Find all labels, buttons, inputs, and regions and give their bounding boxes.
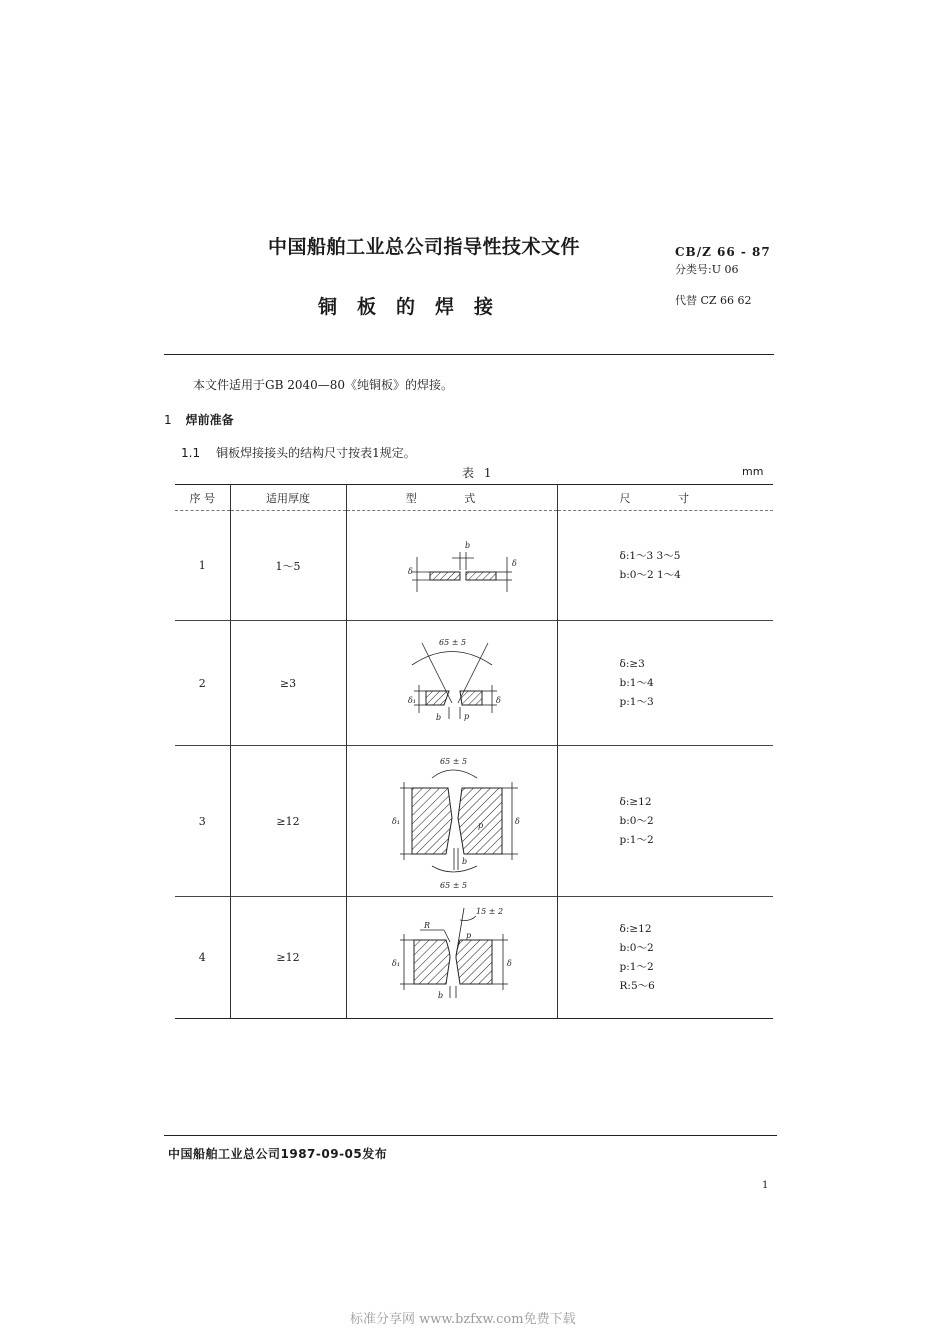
dimension-line: b:1～4 bbox=[619, 676, 654, 689]
section-title: 焊前准备 bbox=[185, 413, 234, 427]
intro-paragraph: 本文件适用于GB 2040—80《纯铜板》的焊接。 bbox=[193, 378, 454, 392]
label-p: p bbox=[465, 931, 471, 940]
row-no: 3 bbox=[175, 746, 230, 897]
label-angle-bottom: 65 ± 5 bbox=[439, 880, 467, 890]
label-R: R bbox=[423, 921, 430, 930]
joint-figure bbox=[346, 897, 557, 1019]
dimension-line: δ:≥12 bbox=[619, 795, 652, 808]
label-delta: δ bbox=[506, 959, 512, 968]
dimension-line: p:1～3 bbox=[619, 695, 654, 708]
label-delta: δ bbox=[495, 695, 501, 705]
row-dimensions bbox=[557, 746, 773, 897]
dimension-line: p:1～2 bbox=[619, 833, 654, 846]
row-no: 4 bbox=[175, 897, 230, 1019]
label-angle: 15 ± 2 bbox=[475, 907, 503, 916]
label-b: b bbox=[464, 541, 470, 550]
joint-dimension-table bbox=[175, 484, 773, 1019]
dimension-line: b:0～2 bbox=[619, 814, 654, 827]
label-delta-right: δ bbox=[511, 559, 517, 568]
table-header-row bbox=[175, 485, 773, 511]
square-butt-joint-diagram bbox=[352, 512, 552, 616]
table-row bbox=[175, 621, 773, 746]
table-row bbox=[175, 746, 773, 897]
page-number: 1 bbox=[762, 1180, 769, 1191]
label-b: b bbox=[461, 856, 467, 866]
section-number: 1 bbox=[164, 413, 172, 427]
publish-line: 中国船舶工业总公司1987-09-05发布 bbox=[168, 1147, 388, 1161]
dimension-line: δ:1～3 3～5 bbox=[619, 549, 681, 562]
dimension-line: δ:≥3 bbox=[619, 657, 645, 670]
label-delta1: δ₁ bbox=[407, 695, 416, 705]
joint-figure bbox=[346, 746, 557, 897]
row-dimensions bbox=[557, 511, 773, 621]
row-no: 2 bbox=[175, 621, 230, 746]
table-caption: 表 1 bbox=[462, 466, 495, 480]
label-angle: 65 ± 5 bbox=[438, 637, 466, 647]
replaces-number: 代替 CZ 66 62 bbox=[675, 294, 752, 307]
dimension-line: p:1～2 bbox=[619, 960, 654, 973]
row-dimensions bbox=[557, 897, 773, 1019]
u-groove-joint-diagram bbox=[352, 898, 552, 1014]
watermark-footer: 标准分享网 www.bzfxw.com免费下载 bbox=[350, 1312, 576, 1327]
row-thickness: 1～5 bbox=[230, 511, 346, 621]
standard-number: CB/Z 66 - 87 bbox=[675, 245, 771, 259]
header-rule bbox=[164, 354, 774, 355]
header-size: 尺 寸 bbox=[557, 485, 773, 511]
table-unit: mm bbox=[742, 465, 764, 478]
joint-figure bbox=[346, 511, 557, 621]
dimension-line: δ:≥12 bbox=[619, 922, 652, 935]
label-delta1: δ₁ bbox=[391, 816, 400, 826]
classification-number: 分类号:U 06 bbox=[675, 263, 739, 276]
single-v-joint-diagram bbox=[352, 623, 552, 741]
dimension-line: b:0～2 1～4 bbox=[619, 568, 681, 581]
header-type: 型 式 bbox=[346, 485, 557, 511]
table-row bbox=[175, 511, 773, 621]
doc-title: 铜板的焊接 bbox=[318, 296, 514, 318]
label-delta: δ bbox=[514, 816, 520, 826]
label-p: p bbox=[463, 711, 469, 721]
header-thickness: 适用厚度 bbox=[230, 485, 346, 511]
section-1-heading bbox=[164, 411, 234, 428]
row-dimensions bbox=[557, 621, 773, 746]
double-v-joint-diagram bbox=[352, 748, 552, 892]
row-thickness: ≥3 bbox=[230, 621, 346, 746]
row-thickness: ≥12 bbox=[230, 746, 346, 897]
dimension-line: b:0～2 bbox=[619, 941, 654, 954]
org-title: 中国船舶工业总公司指导性技术文件 bbox=[268, 236, 581, 258]
row-no: 1 bbox=[175, 511, 230, 621]
label-b: b bbox=[435, 712, 441, 722]
joint-figure bbox=[346, 621, 557, 746]
label-p: p bbox=[477, 820, 483, 830]
label-delta: δ bbox=[407, 567, 413, 576]
clause-1-1 bbox=[181, 444, 416, 461]
footer-rule bbox=[164, 1135, 777, 1136]
clause-text: 铜板焊接接头的结构尺寸按表1规定。 bbox=[216, 446, 416, 460]
row-thickness: ≥12 bbox=[230, 897, 346, 1019]
label-delta1: δ₁ bbox=[391, 959, 400, 968]
dimension-line: R:5～6 bbox=[619, 979, 655, 992]
clause-number: 1.1 bbox=[181, 446, 201, 460]
label-angle-top: 65 ± 5 bbox=[439, 756, 467, 766]
label-b: b bbox=[437, 991, 443, 1000]
header-no: 序 号 bbox=[175, 485, 230, 511]
table-row bbox=[175, 897, 773, 1019]
